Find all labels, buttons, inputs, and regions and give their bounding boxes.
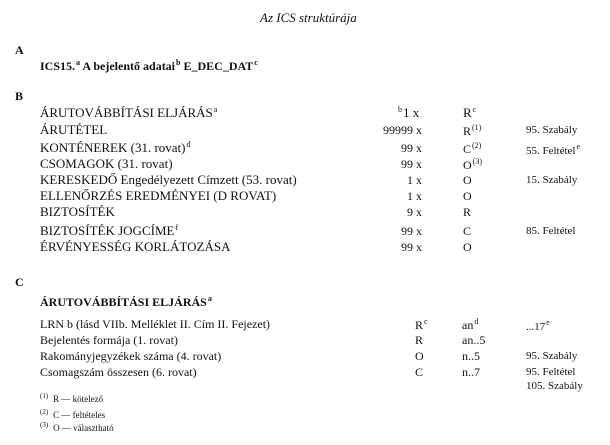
row-status	[463, 142, 481, 155]
row-status-text: R	[463, 124, 472, 138]
footnote-item	[40, 422, 114, 433]
row-count: 1 x	[407, 173, 422, 187]
row-status-text: O	[463, 158, 472, 172]
section-b-label: B	[15, 89, 24, 103]
row-count: 99 x	[401, 224, 422, 238]
row-name	[40, 189, 276, 202]
footnote-item	[40, 393, 103, 404]
row-name: LRN b (lásd VIIb. Melléklet II. Cím II. Fejezet)	[40, 317, 271, 331]
row-format-text: an	[462, 318, 474, 332]
row-rule-text: 55. Feltétel	[526, 145, 576, 157]
row-format-text: n..7	[462, 365, 480, 379]
row-count: 1 x	[407, 189, 422, 203]
declarant-data: A bejelentő adatai	[82, 59, 176, 73]
header-name-text: ÁRUTOVÁBBÍTÁSI ELJÁRÁS	[40, 295, 207, 309]
row-status-text: C	[415, 365, 424, 379]
footnote-ref: b	[176, 58, 181, 67]
dec-date-field: E_DEC_DAT	[183, 59, 254, 73]
footnote-ref: b	[398, 105, 402, 114]
row-count: 99 x	[401, 157, 422, 171]
footnote-ref: d	[186, 140, 191, 149]
row-status	[415, 334, 423, 346]
row-status-text: R	[415, 318, 424, 332]
section-c-header	[40, 295, 212, 308]
row-rule-text: 95. Feltétel	[526, 366, 576, 378]
footnote-ref: a	[76, 58, 81, 67]
row-name-text: CSOMAGOK (31. rovat)	[40, 156, 173, 171]
row-status-text: C	[463, 142, 472, 156]
ics-code: ICS15.	[40, 59, 76, 73]
row-name	[40, 157, 173, 170]
row-status-text: O	[415, 349, 424, 363]
status-text: R	[463, 105, 472, 120]
row-format	[462, 350, 480, 362]
row-status	[415, 350, 424, 362]
row-status	[463, 174, 472, 186]
row-rule-text: 15. Szabály	[526, 174, 578, 186]
footnote-ref: (3)	[472, 157, 482, 166]
page-title: Az ICS struktúrája	[260, 10, 357, 25]
row-format-text: an..5	[462, 333, 486, 347]
footnote-ref: c	[424, 317, 428, 326]
row-name: Csomagszám összesen (6. rovat)	[40, 365, 197, 379]
row-status	[463, 225, 471, 237]
row-status	[415, 318, 428, 331]
footnote-mark: (2)	[40, 408, 49, 416]
row-name	[40, 224, 178, 237]
row-name-text: KERESKEDŐ Engedélyezett Címzett (53. rovat)	[40, 172, 297, 187]
footnote-mark: (1)	[40, 392, 49, 400]
row-status	[415, 366, 423, 378]
row-name	[40, 141, 191, 154]
section-b-header-name	[40, 106, 217, 119]
header-name-text: ÁRUTOVÁBBÍTÁSI ELJÁRÁS	[40, 105, 213, 120]
extra-rule: 105. Szabály	[526, 380, 583, 392]
footnote-text: C — feltételes	[53, 410, 106, 420]
row-name-text: ELLENŐRZÉS EREDMÉNYEI (D ROVAT)	[40, 188, 277, 203]
row-name	[40, 240, 230, 253]
row-format	[462, 334, 485, 346]
row-rule	[526, 143, 580, 157]
row-format	[462, 366, 480, 378]
row-status-text: R	[463, 205, 472, 219]
row-rule-text: 85. Feltétel	[526, 225, 576, 237]
row-status-text: O	[463, 173, 472, 187]
footnote-ref: (2)	[472, 141, 482, 150]
row-count: 9 x	[407, 205, 422, 219]
row-name-text: ÁRUTÉTEL	[40, 122, 108, 137]
row-status-text: O	[463, 189, 472, 203]
row-status	[463, 158, 482, 171]
count-text: 1 x	[403, 105, 420, 120]
row-name	[40, 173, 297, 186]
row-count: 99 x	[401, 141, 422, 155]
footnote-ref: e	[546, 318, 550, 327]
row-rule-text: ...17	[526, 321, 546, 333]
row-status	[463, 124, 481, 137]
footnote-ref: a	[207, 294, 212, 303]
footnote-ref: d	[474, 317, 479, 326]
footnote-item	[40, 409, 105, 420]
row-name: Rakományjegyzékek száma (4. rovat)	[40, 349, 222, 363]
row-count: 99 x	[401, 240, 422, 254]
footnote-mark: (3)	[40, 421, 49, 429]
row-name-text: BIZTOSÍTÉK JOGCÍME	[40, 223, 175, 238]
row-status-text: R	[415, 333, 424, 347]
section-a-label: A	[15, 43, 24, 57]
row-count: 99999 x	[383, 123, 422, 137]
row-status	[463, 241, 472, 253]
section-b-header-count	[398, 106, 419, 119]
row-rule-text: 95. Szabály	[526, 124, 578, 136]
footnote-ref: c	[472, 105, 477, 114]
row-rule	[526, 319, 550, 333]
row-status-text: O	[463, 240, 472, 254]
row-format	[462, 318, 478, 331]
row-status	[463, 206, 471, 218]
row-status	[463, 190, 472, 202]
row-name	[40, 205, 115, 218]
footnote-ref: a	[213, 105, 218, 114]
row-rule	[526, 351, 577, 362]
footnote-text: R — kötelező	[53, 394, 104, 404]
footnote-ref: c	[254, 58, 258, 67]
section-b-header-status	[463, 106, 476, 119]
row-rule	[526, 367, 576, 378]
footnote-ref: f	[175, 223, 179, 232]
row-rule-text: 95. Szabály	[526, 350, 578, 362]
row-name: Bejelentés formája (1. rovat)	[40, 333, 178, 347]
footnote-text: O — választható	[53, 423, 114, 433]
footnote-ref: e	[576, 142, 581, 151]
row-status-text: C	[463, 224, 472, 238]
row-rule	[526, 226, 576, 237]
row-format-text: n..5	[462, 349, 480, 363]
row-name-text: KONTÉNEREK (31. rovat)	[40, 140, 186, 155]
section-a-line	[40, 59, 258, 72]
row-rule	[526, 175, 577, 186]
row-name-text: ÉRVÉNYESSÉG KORLÁTOZÁSA	[40, 239, 231, 254]
row-name	[40, 123, 107, 136]
section-c-label: C	[15, 275, 24, 289]
row-name-text: BIZTOSÍTÉK	[40, 204, 115, 219]
footnote-ref: (1)	[472, 123, 482, 132]
row-rule	[526, 125, 577, 136]
